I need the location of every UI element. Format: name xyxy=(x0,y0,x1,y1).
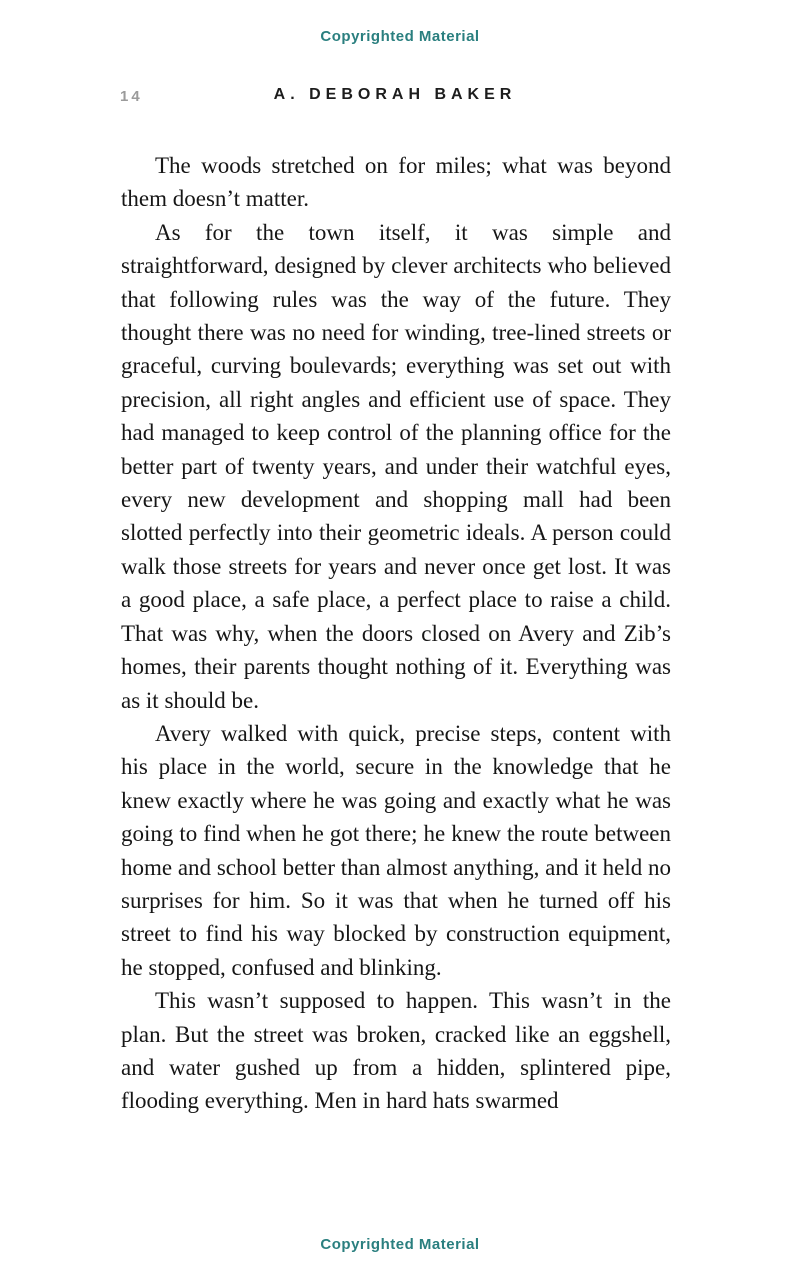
page-body xyxy=(121,149,671,1118)
running-header-author: A. DEBORAH BAKER xyxy=(273,86,517,103)
body-paragraph-1: The woods stretched on for miles; what was beyond them doesn’t matter. xyxy=(121,153,671,212)
body-paragraph-4: This wasn’t supposed to happen. This wasn’t in the plan. But the street was broken, cracked like an eggshell, and water gushed up from a hidden, splintered pipe, flooding everything. Men in hard hats swarmed xyxy=(121,988,671,1114)
page-number: 14 xyxy=(120,88,143,105)
body-paragraph-3: Avery walked with quick, precise steps, content with his place in the world, secure in the knowledge that he knew exactly where he was going and exactly what he was going to find when he got there; he knew the route between home and school better than almost anything, and it held no surprises for him. So it was that when he turned off his street to find his way blocked by construction equipment, he stopped, confused and blinking. xyxy=(121,720,671,980)
copyright-notice-bottom: Copyrighted Material xyxy=(320,1236,480,1253)
body-paragraph-2: As for the town itself, it was simple and straightforward, designed by clever architects who believed that following rules was the way of the future. They thought there was no need for winding, tree-lined streets or graceful, curving boulevards; everything was set out with precision, all right angles and efficient use of space. They had managed to keep control of the planning office for the better part of twenty years, and under their watchful eyes, every new development and shopping mall had been slotted perfectly into their geometric ideals. A person could walk those streets for years and never once get lost. It was a good place, a safe place, a perfect place to raise a child. That was why, when the doors closed on Avery and Zib’s homes, their parents thought nothing of it. Everything was as it should be. xyxy=(121,219,671,713)
copyright-notice-top: Copyrighted Material xyxy=(320,28,480,45)
page-header xyxy=(120,86,670,110)
